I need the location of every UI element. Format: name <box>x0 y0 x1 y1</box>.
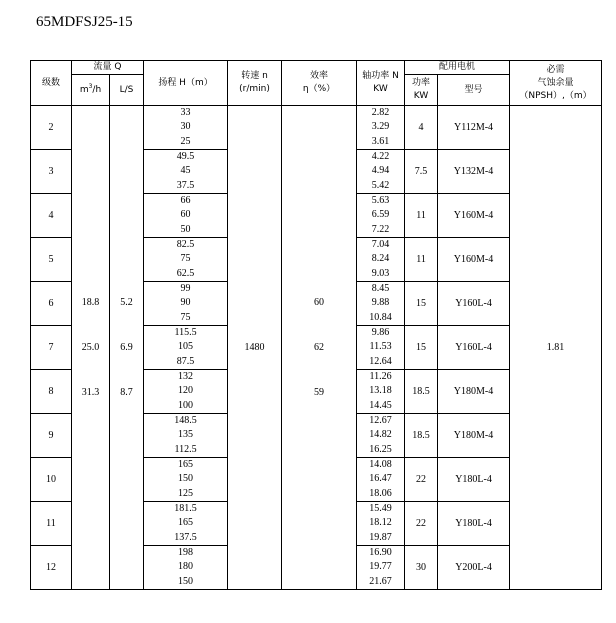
stage-cell: 2 <box>31 106 72 150</box>
shaft-power-cell-value: 14.08 <box>369 459 392 471</box>
shaft-power-cell <box>357 370 405 414</box>
shaft-power-cell <box>357 546 405 590</box>
head-cell-value: 135 <box>178 429 194 441</box>
header-flow-group: 流量 Q <box>72 61 144 75</box>
header-head: 扬程 H（m） <box>144 61 228 106</box>
head-cell-value: 198 <box>178 547 194 559</box>
flow-ls-cell-value: 6.9 <box>120 342 133 353</box>
head-cell-value: 105 <box>178 341 194 353</box>
header-speed-line2: (r/min) <box>239 84 270 94</box>
head-cell-value: 99 <box>180 283 191 295</box>
motor-model-cell: Y180L-4 <box>438 458 510 502</box>
head-cell-value: 148.5 <box>174 415 197 427</box>
header-speed <box>228 61 282 106</box>
motor-power-cell: 15 <box>405 326 438 370</box>
shaft-power-cell-value: 16.90 <box>369 547 392 559</box>
head-cell-value: 90 <box>180 297 191 309</box>
motor-model-cell: Y160M-4 <box>438 238 510 282</box>
head-cell-value: 87.5 <box>176 355 195 367</box>
stage-cell: 8 <box>31 370 72 414</box>
shaft-power-cell <box>357 502 405 546</box>
head-cell <box>144 414 228 458</box>
motor-power-cell: 22 <box>405 458 438 502</box>
shaft-power-cell-value: 12.67 <box>369 415 392 427</box>
header-flow-m3h-sup: 3 <box>88 82 93 90</box>
header-flow-ls: L/S <box>110 75 144 106</box>
stage-cell: 5 <box>31 238 72 282</box>
head-cell-value: 37.5 <box>176 179 195 191</box>
head-cell-value: 50 <box>180 223 191 235</box>
head-cell-value: 120 <box>178 385 194 397</box>
head-cell-value: 60 <box>180 209 191 221</box>
stage-cell: 6 <box>31 282 72 326</box>
shaft-power-cell-value: 5.63 <box>371 195 390 207</box>
shaft-power-cell-value: 8.24 <box>371 253 390 265</box>
shaft-power-cell-value: 9.88 <box>371 297 390 309</box>
flow-ls-cell-value: 8.7 <box>120 387 133 398</box>
header-shaft-power <box>357 61 405 106</box>
shaft-power-cell-value: 10.84 <box>369 311 392 323</box>
shaft-power-cell <box>357 106 405 150</box>
shaft-power-cell <box>357 458 405 502</box>
head-cell-value: 75 <box>180 253 191 265</box>
head-cell-value: 49.5 <box>176 151 195 163</box>
stage-cell: 3 <box>31 150 72 194</box>
shaft-power-cell-value: 11.53 <box>369 341 392 353</box>
header-flow-m3h-tail: /h <box>92 84 102 95</box>
head-cell <box>144 282 228 326</box>
motor-model-cell: Y180M-4 <box>438 414 510 458</box>
shaft-power-cell-value: 7.04 <box>371 239 390 251</box>
head-cell-value: 30 <box>180 121 191 133</box>
head-cell-value: 66 <box>180 195 191 207</box>
stage-cell: 9 <box>31 414 72 458</box>
head-cell-value: 62.5 <box>176 267 195 279</box>
head-cell-value: 165 <box>178 517 194 529</box>
shaft-power-cell <box>357 282 405 326</box>
shaft-power-cell-value: 11.26 <box>369 371 392 383</box>
head-cell-value: 132 <box>178 371 194 383</box>
shaft-power-cell-value: 7.22 <box>371 223 390 235</box>
motor-model-cell: Y160M-4 <box>438 194 510 238</box>
head-cell-value: 100 <box>178 399 194 411</box>
efficiency-cell-value: 60 <box>314 297 325 308</box>
table-row <box>31 106 602 150</box>
stage-cell: 10 <box>31 458 72 502</box>
shaft-power-cell-value: 8.45 <box>371 283 390 295</box>
header-efficiency-line1: 效率 <box>310 71 329 81</box>
shaft-power-cell-value: 5.42 <box>371 179 390 191</box>
header-motor-power-line2: KW <box>413 91 429 101</box>
shaft-power-cell-value: 19.87 <box>369 531 392 543</box>
head-cell-value: 150 <box>178 575 194 587</box>
shaft-power-cell-value: 18.06 <box>369 487 392 499</box>
motor-model-cell: Y132M-4 <box>438 150 510 194</box>
speed-cell: 1480 <box>228 106 282 590</box>
document-title: 65MDFSJ25-15 <box>36 14 133 30</box>
shaft-power-cell-value: 4.94 <box>371 165 390 177</box>
head-cell <box>144 370 228 414</box>
head-cell-value: 125 <box>178 487 194 499</box>
shaft-power-cell-value: 3.29 <box>371 121 390 133</box>
stage-cell: 7 <box>31 326 72 370</box>
motor-model-cell: Y112M-4 <box>438 106 510 150</box>
shaft-power-cell-value: 6.59 <box>371 209 390 221</box>
head-cell-value: 25 <box>180 135 191 147</box>
motor-power-cell: 30 <box>405 546 438 590</box>
header-npsh-line2: 气蚀余量 <box>537 77 574 88</box>
head-cell-value: 180 <box>178 561 194 573</box>
header-motor-power-line1: 功率 <box>412 78 431 88</box>
shaft-power-cell-value: 15.49 <box>369 503 392 515</box>
shaft-power-cell <box>357 194 405 238</box>
head-cell-value: 82.5 <box>176 239 195 251</box>
head-cell-value: 181.5 <box>174 503 197 515</box>
motor-model-cell: Y160L-4 <box>438 326 510 370</box>
motor-power-cell: 4 <box>405 106 438 150</box>
stage-cell: 4 <box>31 194 72 238</box>
shaft-power-cell-value: 19.77 <box>369 561 392 573</box>
header-speed-line1: 转速 n <box>241 71 268 81</box>
header-motor-power <box>405 75 438 106</box>
head-cell-value: 115.5 <box>174 327 197 339</box>
flow-ls-cell <box>110 106 144 590</box>
shaft-power-cell-value: 2.82 <box>371 107 390 119</box>
flow-m3h-cell <box>72 106 110 590</box>
efficiency-cell-value: 59 <box>314 387 325 398</box>
shaft-power-cell-value: 16.25 <box>369 443 392 455</box>
motor-model-cell: Y200L-4 <box>438 546 510 590</box>
shaft-power-cell <box>357 326 405 370</box>
shaft-power-cell-value: 14.45 <box>369 399 392 411</box>
head-cell-value: 33 <box>180 107 191 119</box>
shaft-power-cell-value: 21.67 <box>369 575 392 587</box>
motor-power-cell: 11 <box>405 238 438 282</box>
head-cell <box>144 546 228 590</box>
head-cell-value: 112.5 <box>174 443 197 455</box>
efficiency-cell <box>282 106 357 590</box>
head-cell <box>144 106 228 150</box>
efficiency-cell-value: 62 <box>314 342 325 353</box>
motor-power-cell: 7.5 <box>405 150 438 194</box>
head-cell <box>144 326 228 370</box>
flow-m3h-cell-value: 31.3 <box>81 387 100 398</box>
head-cell <box>144 194 228 238</box>
motor-model-cell: Y180M-4 <box>438 370 510 414</box>
shaft-power-cell-value: 13.18 <box>369 385 392 397</box>
header-efficiency-line2: η（%） <box>302 84 336 94</box>
motor-power-cell: 22 <box>405 502 438 546</box>
flow-m3h-cell-value: 25.0 <box>81 342 100 353</box>
header-flow-m3h <box>72 75 110 106</box>
head-cell <box>144 238 228 282</box>
motor-power-cell: 15 <box>405 282 438 326</box>
shaft-power-cell <box>357 150 405 194</box>
shaft-power-cell-value: 4.22 <box>371 151 390 163</box>
header-stage: 级数 <box>31 61 72 106</box>
shaft-power-cell-value: 18.12 <box>369 517 392 529</box>
header-shaft-power-line2: KW <box>373 84 388 94</box>
header-npsh <box>510 61 602 106</box>
motor-model-cell: Y180L-4 <box>438 502 510 546</box>
header-shaft-power-line1: 轴功率 N <box>362 71 399 81</box>
pump-spec-table <box>30 60 602 590</box>
shaft-power-cell-value: 9.03 <box>371 267 390 279</box>
shaft-power-cell <box>357 238 405 282</box>
shaft-power-cell-value: 16.47 <box>369 473 392 485</box>
motor-power-cell: 11 <box>405 194 438 238</box>
shaft-power-cell-value: 3.61 <box>371 135 390 147</box>
head-cell-value: 45 <box>180 165 191 177</box>
head-cell <box>144 502 228 546</box>
stage-cell: 12 <box>31 546 72 590</box>
head-cell-value: 150 <box>178 473 194 485</box>
shaft-power-cell <box>357 414 405 458</box>
head-cell <box>144 458 228 502</box>
flow-ls-cell-value: 5.2 <box>120 297 133 308</box>
flow-m3h-cell-value: 18.8 <box>81 297 100 308</box>
header-efficiency <box>282 61 357 106</box>
head-cell <box>144 150 228 194</box>
stage-cell: 11 <box>31 502 72 546</box>
header-npsh-line3: （NPSH）,（m） <box>519 90 592 101</box>
header-npsh-line1: 必需 <box>546 64 565 75</box>
shaft-power-cell-value: 14.82 <box>369 429 392 441</box>
shaft-power-cell-value: 9.86 <box>371 327 390 339</box>
motor-model-cell: Y160L-4 <box>438 282 510 326</box>
motor-power-cell: 18.5 <box>405 370 438 414</box>
motor-power-cell: 18.5 <box>405 414 438 458</box>
head-cell-value: 75 <box>180 311 191 323</box>
header-motor-group: 配用电机 <box>405 61 510 75</box>
head-cell-value: 165 <box>178 459 194 471</box>
shaft-power-cell-value: 12.64 <box>369 355 392 367</box>
npsh-cell: 1.81 <box>510 106 602 590</box>
header-motor-model: 型号 <box>438 75 510 106</box>
header-flow-m3h-base: m <box>79 84 89 95</box>
head-cell-value: 137.5 <box>174 531 197 543</box>
